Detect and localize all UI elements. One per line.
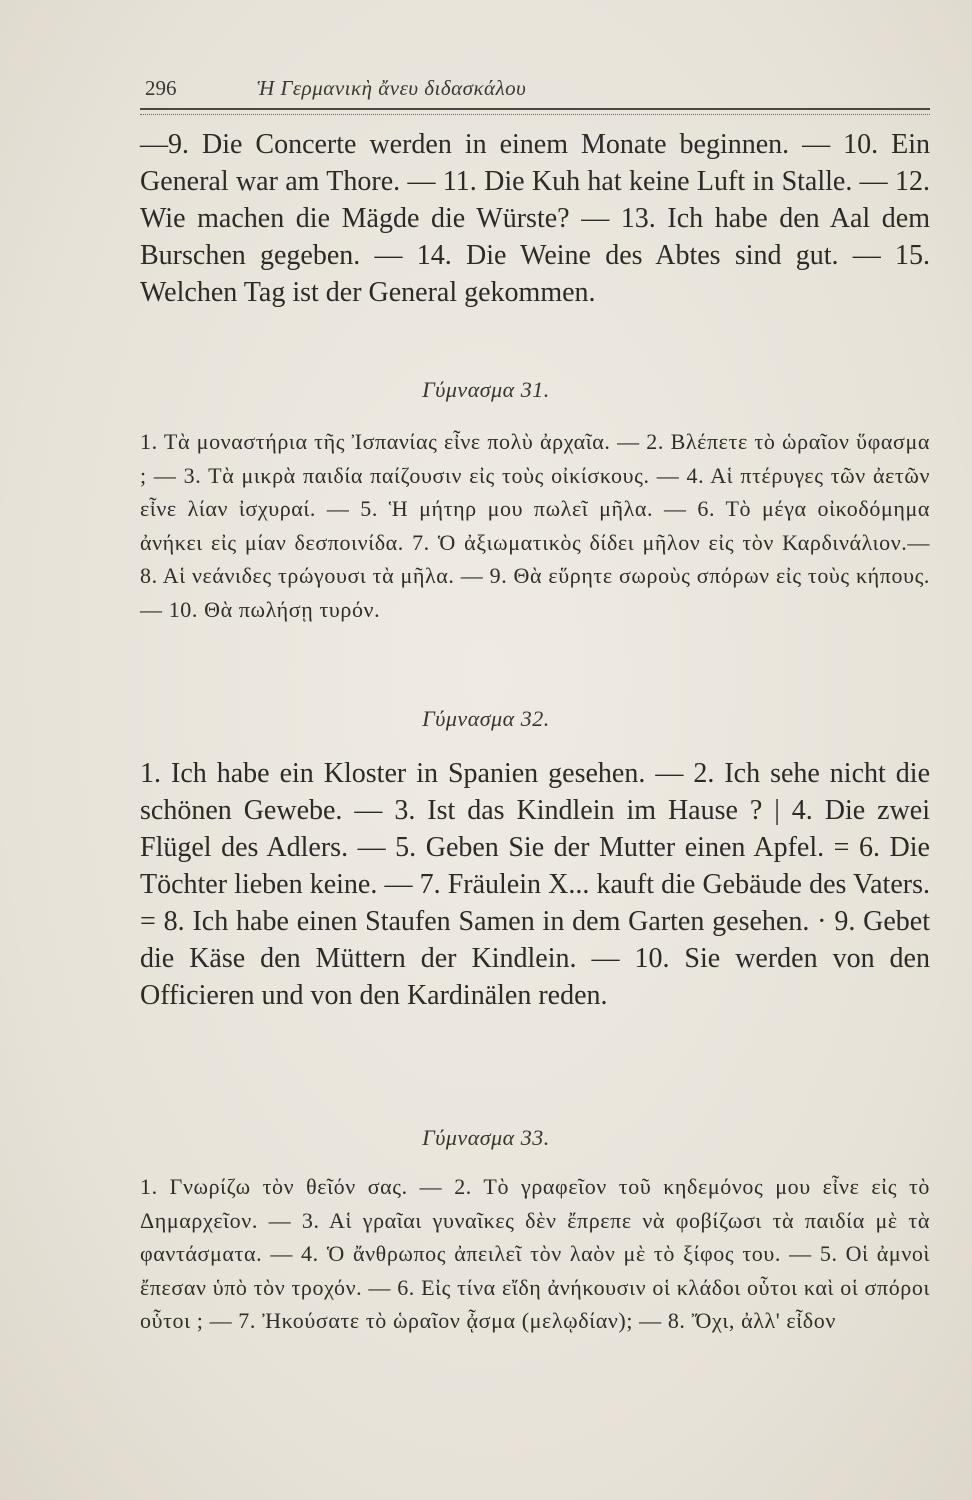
exercise-33-heading: Γύμνασμα 33.	[422, 1125, 550, 1150]
exercise-32-text: 1. Ich habe ein Kloster in Spanien gesehen. — 2. Ich sehe nicht die schönen Gewebe. — 3. Ist das Kindlein im Hause ? | 4. Die zwei Flügel des Adlers. — 5. Geben Sie der Mutter einen Apfel. = 6. Die Töchter lieben keine. — 7. Fräulein X... kauft die Gebäude des Vaters. = 8. Ich habe einen Staufen Samen in dem Garten gesehen. · 9. Gebet die Käse den Müttern der Kindlein. — 10. Sie werden von den Officieren und von den Kardinälen reden.	[140, 758, 930, 1011]
german-exercise-continued: —9. Die Concerte werden in einem Monate beginnen. — 10. Ein General war am Thore. — 11. Die Kuh hat keine Luft in Stalle. — 12. Wie machen die Mägde die Würste? — 13. Ich habe den Aal dem Burschen gegeben. — 14. Die Weine des Abtes sind gut. — 15. Welchen Tag ist der General gekommen.	[140, 129, 930, 308]
exercise-31-heading: Γύμνασμα 31.	[422, 377, 550, 402]
exercise-32-heading: Γύμνασμα 32.	[422, 706, 550, 731]
page-number: 296	[145, 76, 177, 100]
exercise-33-text: 1. Γνωρίζω τὸν θεῖόν σας. — 2. Τὸ γραφεῖον τοῦ κηδεμόνος μου εἶνε εἰς τὸ Δημαρχεῖον. — 3. Αἱ γραῖαι γυναῖκες δὲν ἔπρεπε νὰ φοβίζωσι τὰ παιδία μὲ τὰ φαντάσματα. — 4. Ὁ ἄνθρωπος ἀπειλεῖ τὸν λαὸν μὲ τὸ ξίφος του. — 5. Οἱ ἀμνοὶ ἔπεσαν ὑπὸ τὸν τροχόν. — 6. Εἰς τίνα εἴδη ἀνήκουσιν οἱ κλάδοι οὗτοι καὶ οἱ σπόροι οὗτοι ; — 7. Ἠκούσατε τὸ ὡραῖον ᾆσμα (μελῳδίαν); — 8. Ὄχι, ἀλλ' εἶδον	[140, 1174, 930, 1333]
header-rule	[140, 108, 930, 115]
running-title: Ἡ Γερμανικὴ ἄνευ διδασκάλου	[257, 76, 527, 100]
running-head	[145, 76, 925, 102]
exercise-31-text: 1. Τὰ μοναστήρια τῆς Ἰσπανίας εἶνε πολὺ ἀρχαῖα. — 2. Βλέπετε τὸ ὡραῖον ὕφασμα ; — 3. Τὰ μικρὰ παιδία παίζουσιν εἰς τοὺς οἰκίσκους. — 4. Αἱ πτέρυγες τῶν ἀετῶν εἶνε λίαν ἰσχυραί. — 5. Ἡ μήτηρ μου πωλεῖ μῆλα. — 6. Τὸ μέγα οἰκοδόμημα ἀνήκει εἰς μίαν δεσποινίδα. 7. Ὁ ἀξιωματικὸς δίδει μῆλον εἰς τὸν Καρδινάλιον.— 8. Αἱ νεάνιδες τρώγουσι τὰ μῆλα. — 9. Θὰ εὕρητε σωροὺς σπόρων εἰς τοὺς κήπους. — 10. Θὰ πωλήσῃ τυρόν.	[140, 429, 930, 622]
